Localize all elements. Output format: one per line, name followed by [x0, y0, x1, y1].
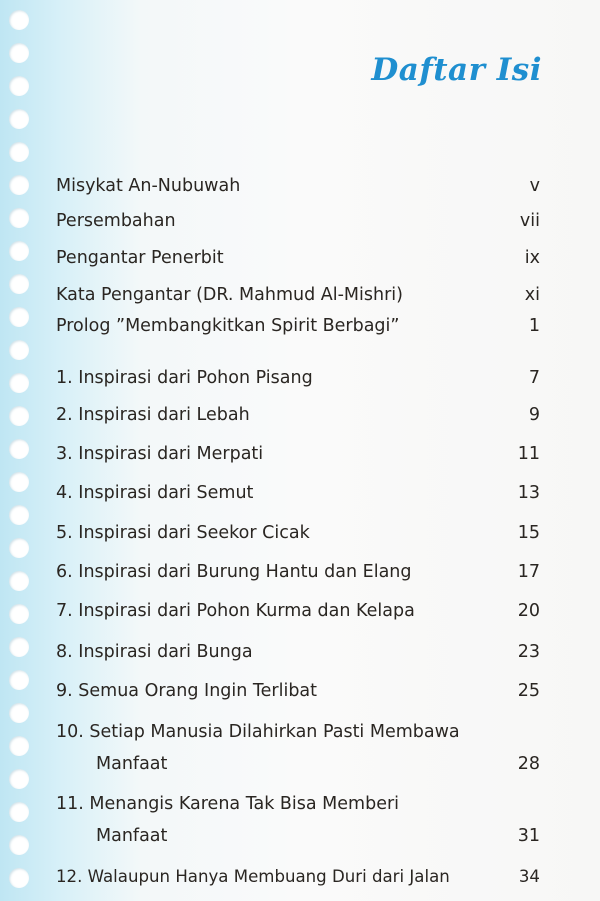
dot-leader [242, 174, 527, 198]
dot-leader [405, 283, 523, 307]
toc-entry-title: Persembahan [56, 211, 176, 231]
binder-hole [9, 109, 29, 129]
toc-entry-page: 15 [517, 523, 540, 543]
toc-entry-title: Kata Pengantar (DR. Mahmud Al-Mishri) [56, 285, 403, 305]
toc-entry-number: 11. [56, 794, 84, 814]
binder-hole [9, 142, 29, 162]
toc-entry-number: 6. [56, 562, 73, 582]
dot-leader [255, 640, 516, 664]
binder-hole [9, 208, 29, 228]
toc-entry-page: 17 [517, 562, 540, 582]
toc-entry[interactable] [56, 599, 540, 623]
toc-entry[interactable] [56, 442, 540, 466]
binder-hole [9, 43, 29, 63]
binder-hole [9, 241, 29, 261]
toc-entry-number: 9. [56, 681, 73, 701]
binder-hole [9, 505, 29, 525]
toc-entry-page: 25 [517, 681, 540, 701]
page-title: Daftar Isi [371, 52, 542, 88]
binder-hole [9, 307, 29, 327]
toc-entry[interactable] [56, 865, 540, 889]
toc-entry-page: 11 [517, 444, 540, 464]
toc-entry-page: v [529, 176, 540, 196]
binder-hole [9, 604, 29, 624]
binder-hole [9, 637, 29, 657]
toc-entry-number: 4. [56, 483, 73, 503]
dot-leader [252, 403, 527, 427]
dot-leader [312, 521, 516, 545]
binder-hole [9, 439, 29, 459]
toc-entry-title: Misykat An-Nubuwah [56, 176, 241, 196]
toc-entry-number: 10. [56, 722, 84, 742]
toc-entry-title: Inspirasi dari Bunga [78, 642, 253, 662]
dot-leader [401, 314, 526, 338]
toc-entry-number: 7. [56, 601, 73, 621]
binder-hole [9, 373, 29, 393]
toc-entry-page: 1 [528, 316, 540, 336]
toc-entry-page: 13 [517, 483, 540, 503]
toc-entry-number: 5. [56, 523, 73, 543]
toc-entry-title: Inspirasi dari Lebah [78, 405, 250, 425]
toc-entry-page: 28 [517, 754, 540, 774]
dot-leader [255, 481, 515, 505]
toc-entry[interactable] [56, 209, 540, 233]
toc-entry-number: 12. [56, 867, 83, 886]
binder-hole [9, 769, 29, 789]
toc-entry-title: Walaupun Hanya Membuang Duri dari Jalan [87, 867, 450, 886]
toc-entry-page: ix [524, 248, 540, 268]
toc-entry-number: 2. [56, 405, 73, 425]
binder-hole [9, 472, 29, 492]
toc-entry[interactable] [56, 314, 540, 338]
toc-entry[interactable] [56, 403, 540, 427]
toc-entry[interactable] [56, 679, 540, 703]
toc-entry[interactable] [56, 521, 540, 545]
binder-hole [9, 538, 29, 558]
dot-leader [417, 599, 516, 623]
binder-hole [9, 868, 29, 888]
toc-entry-page: 34 [518, 867, 540, 886]
binder-hole [9, 703, 29, 723]
toc-entry-title-continued: Manfaat [96, 754, 168, 774]
toc-entry-page: vii [519, 211, 540, 231]
toc-entry-title: Pengantar Penerbit [56, 248, 224, 268]
dot-leader [452, 865, 517, 889]
toc-entry-title: Semua Orang Ingin Terlibat [78, 681, 318, 701]
toc-entry[interactable] [56, 246, 540, 270]
binder-hole [9, 670, 29, 690]
dot-leader [414, 560, 516, 584]
toc-entry-title: Setiap Manusia Dilahirkan Pasti Membawa [89, 722, 460, 742]
toc-entry-title: Inspirasi dari Pohon Pisang [78, 368, 313, 388]
toc-entry-title: Inspirasi dari Merpati [78, 444, 264, 464]
dot-leader [169, 824, 515, 848]
binder-holes [9, 10, 31, 900]
toc-entry[interactable] [56, 481, 540, 505]
dot-leader [319, 679, 516, 703]
toc-entry-title: Prolog ”Membangkitkan Spirit Berbagi” [56, 316, 400, 336]
toc-entry-title: Inspirasi dari Seekor Cicak [78, 523, 310, 543]
toc-entry-page: xi [524, 285, 540, 305]
toc-entry-number: 8. [56, 642, 73, 662]
binder-hole [9, 571, 29, 591]
toc-entry-page: 31 [517, 826, 540, 846]
toc-entry-page: 7 [528, 368, 540, 388]
toc-entry-page: 20 [517, 601, 540, 621]
toc-entry-number: 1. [56, 368, 73, 388]
dot-leader [169, 752, 515, 776]
toc-entry[interactable] [56, 720, 540, 776]
toc-entry-title: Inspirasi dari Semut [78, 483, 254, 503]
toc-entry-title-continued: Manfaat [96, 826, 168, 846]
binder-hole [9, 340, 29, 360]
toc-entry-page: 9 [528, 405, 540, 425]
toc-entry-title: Menangis Karena Tak Bisa Memberi [89, 794, 400, 814]
toc-entry[interactable] [56, 366, 540, 390]
binder-hole [9, 802, 29, 822]
dot-leader [178, 209, 518, 233]
toc-entry-page: 23 [517, 642, 540, 662]
toc-entry-title: Inspirasi dari Pohon Kurma dan Kelapa [78, 601, 415, 621]
binder-hole [9, 274, 29, 294]
binder-hole [9, 835, 29, 855]
binder-hole [9, 10, 29, 30]
toc-entry[interactable] [56, 174, 540, 198]
dot-leader [226, 246, 523, 270]
toc-entry-number: 3. [56, 444, 73, 464]
binder-hole [9, 175, 29, 195]
toc-entry[interactable] [56, 640, 540, 664]
toc-entry-title: Inspirasi dari Burung Hantu dan Elang [78, 562, 412, 582]
dot-leader [265, 442, 516, 466]
binder-hole [9, 736, 29, 756]
toc-entry[interactable] [56, 283, 540, 307]
dot-leader [315, 366, 527, 390]
binder-hole [9, 406, 29, 426]
toc-entry[interactable] [56, 560, 540, 584]
binder-hole [9, 76, 29, 96]
toc-entry[interactable] [56, 792, 540, 848]
